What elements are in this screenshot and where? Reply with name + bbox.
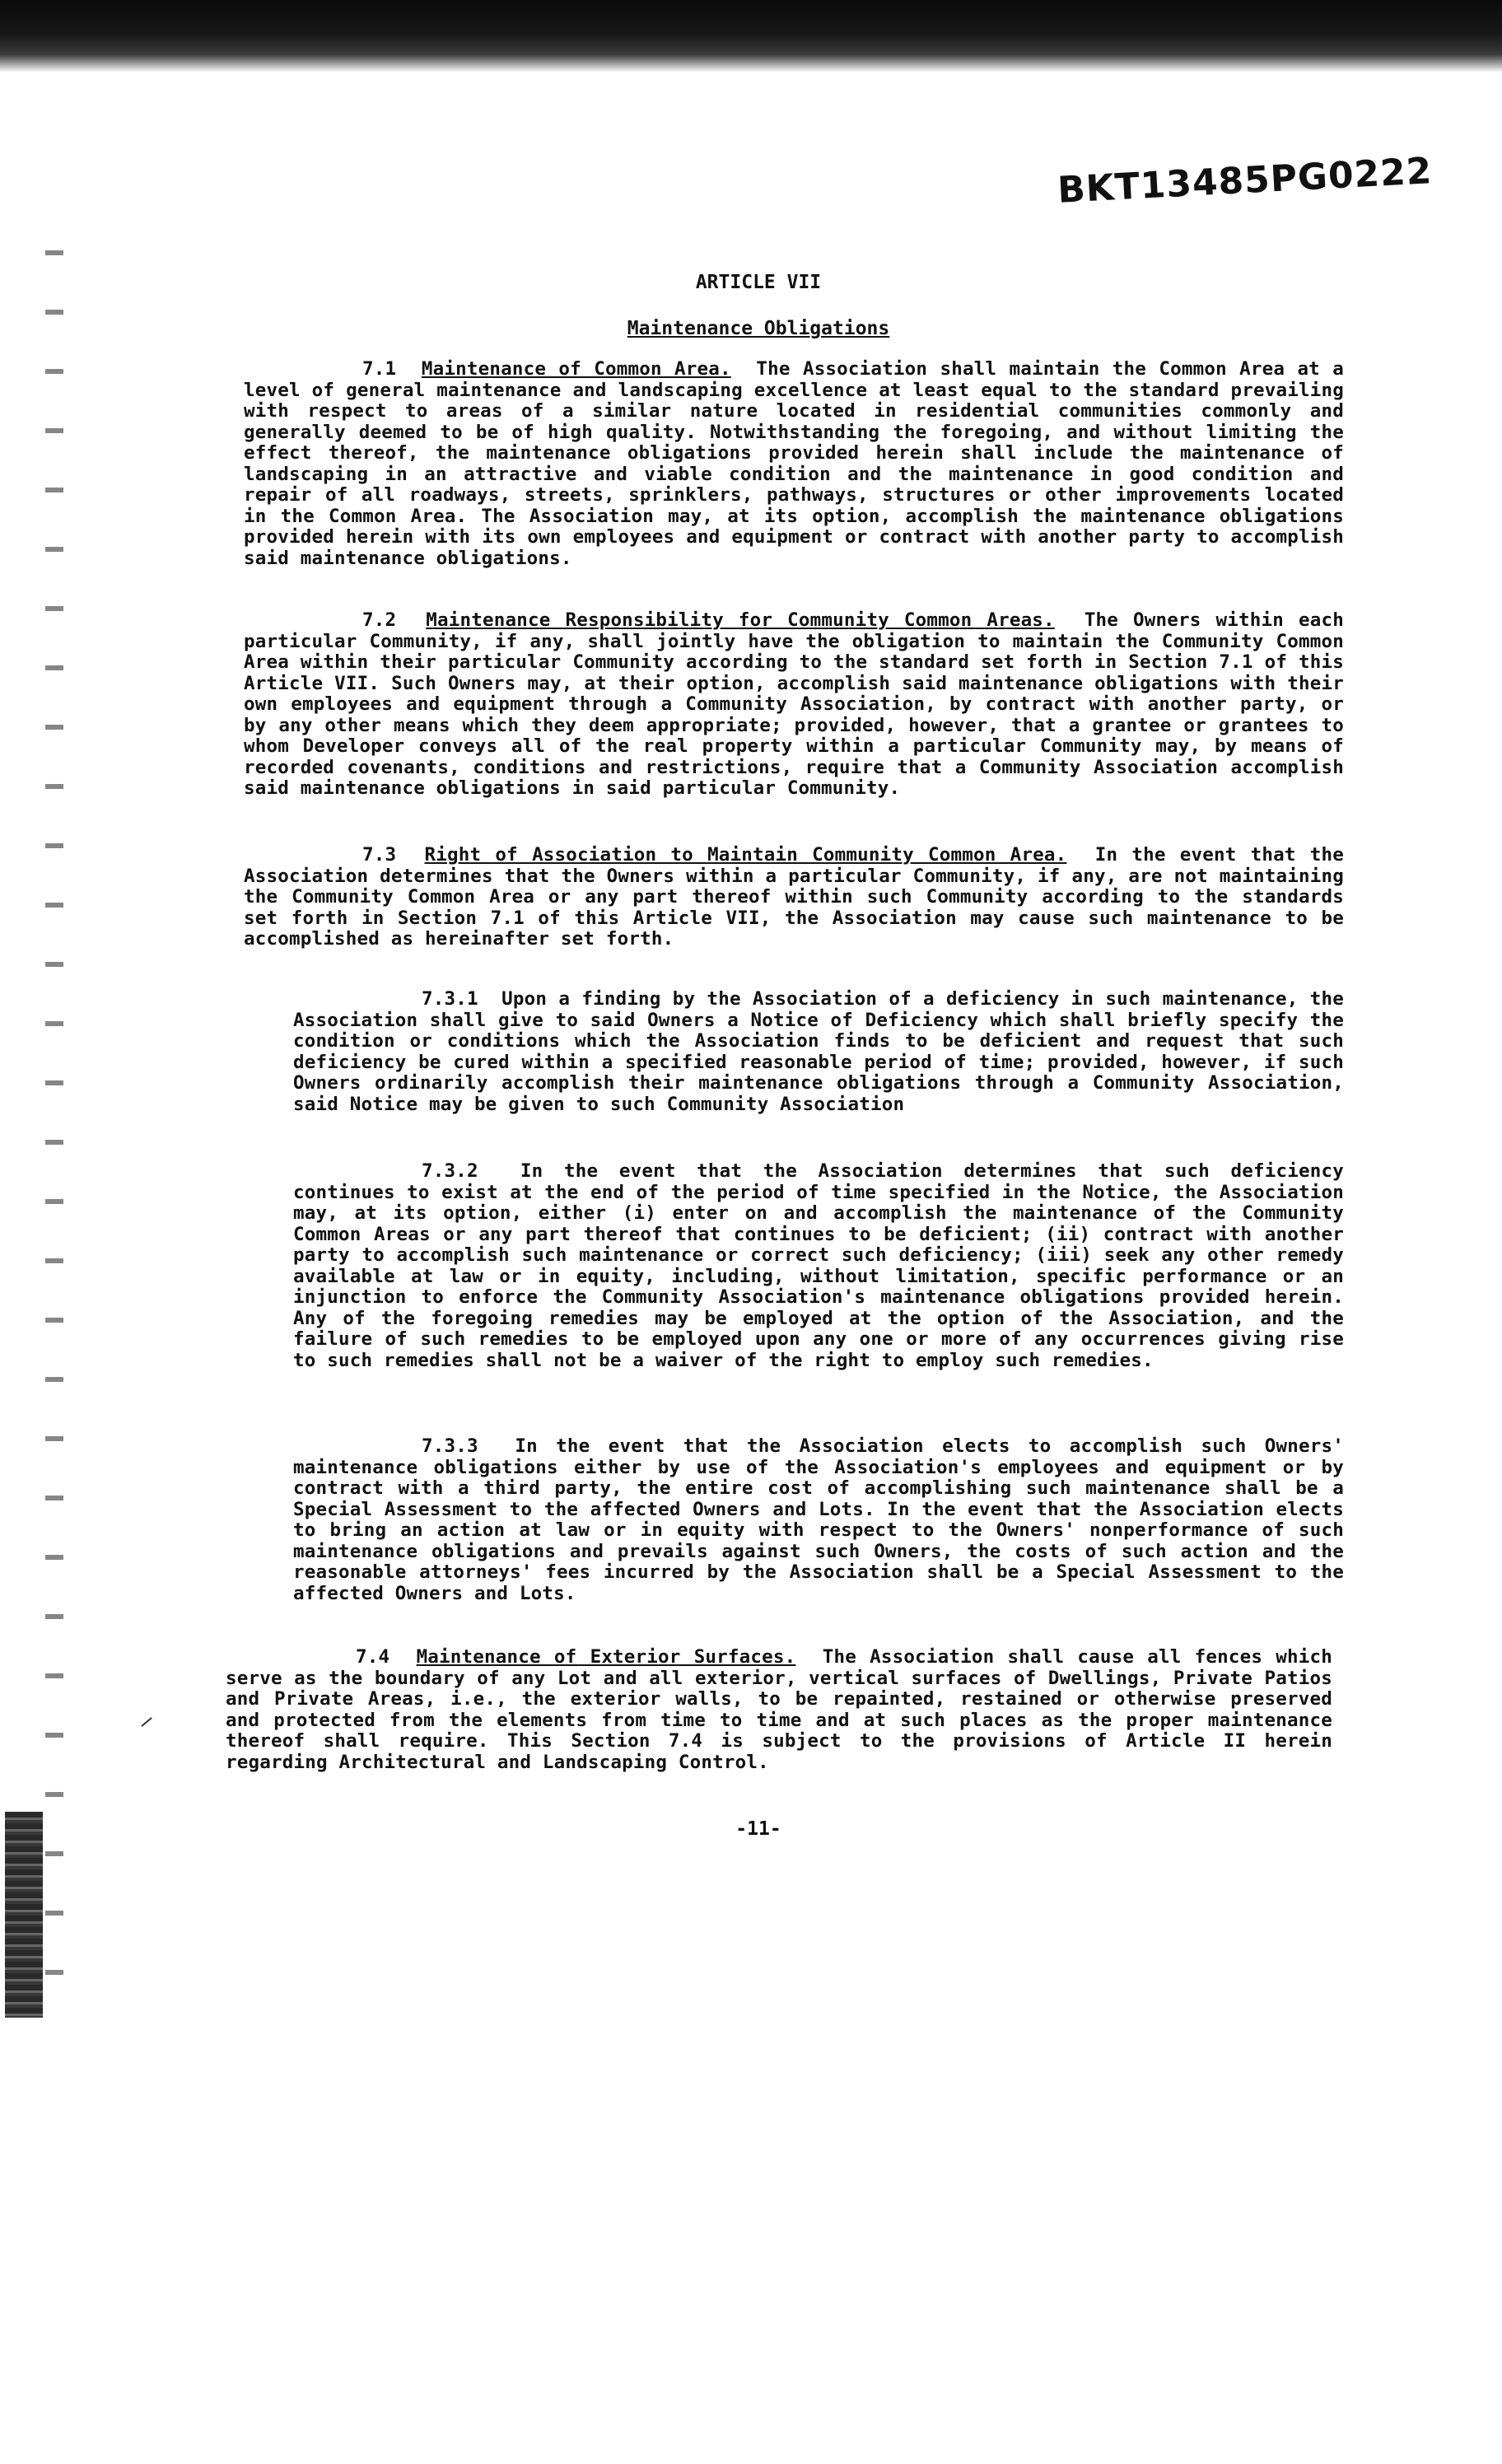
section-7-3-1 [293,989,1344,1115]
section-text: The Association shall maintain the Common Area at a level of general maintenance and landscaping excellence at least equal to the standard prevailing with respect to areas of a similar nature located in residential communities commonly and generally deemed to be of high quality. Notwithstanding the foregoing, and without limiting the effect thereof, the maintenance obligations provided herein shall include the maintenance of landscaping in an attractive and viable condition and the maintenance in good condition and repair of all roadways, streets, sprinklers, pathways, structures or other improvements located in the Common Area. The Association may, at its option, accomplish the maintenance obligations provided herein with its own employees and equipment or contract with another party to accomplish said maintenance obligations. [244,358,1344,569]
book-page-stamp: BKT13485PG0222 [1056,150,1434,212]
section-text: In the event that the Association determines that the Owners within a particular Community, if any, are not maintaining the Community Common Area or any part thereof within such Community according to the standards set forth in Section 7.1 of this Article VII, the Association may cause such maintenance to be accomplished as hereinafter set forth. [244,844,1344,950]
section-heading: Right of Association to Maintain Community Common Area. [424,844,1067,866]
section-number: 7.4 [356,1646,390,1668]
section-heading: Maintenance of Common Area. [421,358,731,380]
section-heading: Maintenance Responsibility for Community Common Areas. [426,609,1055,631]
section-heading: Maintenance of Exterior Surfaces. [416,1646,796,1668]
section-number: 7.3.2 [422,1160,478,1182]
scan-margin-blot [5,1812,43,2018]
section-number: 7.2 [362,609,397,631]
section-text: In the event that the Association elects to accomplish such Owners' maintenance obligations either by use of the Association's employees and equipment or by contract with a third party, the entire cost of accomplishing such maintenance shall be a Special Assessment to the affected Owners and Lots. In the event that the Association elects to bring an action at law or in equity with respect to the Owners' nonperformance of such maintenance obligations and prevails against such Owners, the costs of such action and the reasonable attorneys' fees incurred by the Association shall be a Special Assessment to the affected Owners and Lots. [293,1435,1344,1604]
section-7-3 [244,845,1344,950]
section-text: Upon a finding by the Association of a deficiency in such maintenance, the Association shall give to said Owners a Notice of Deficiency which shall briefly specify the condition or conditions which the Association finds to be deficient and request that such deficiency be cured within a specified reasonable period of time; provided, however, if such Owners ordinarily accomplish their maintenance obligations through a Community Association, said Notice may be given to such Community Association [293,988,1344,1115]
section-number: 7.3.3 [422,1435,478,1457]
section-number: 7.3.1 [422,988,478,1010]
article-title: ARTICLE VII [695,272,822,293]
scan-margin-marks [45,222,63,1993]
page-number: -11- [735,1818,781,1840]
article-subtitle-text: Maintenance Obligations [627,318,890,339]
section-7-3-3 [293,1436,1344,1604]
section-7-2 [244,610,1344,800]
section-7-3-2 [293,1161,1344,1371]
section-7-4 [226,1647,1332,1773]
section-7-1 [244,359,1344,569]
section-number: 7.1 [362,358,397,380]
section-text: The Owners within each particular Community, if any, shall jointly have the obligation to maintain the Community Common Area within their particular Community according to the standard set forth in Section 7.1 of this Article VII. Such Owners may, at their option, accomplish said maintenance obligations with their own employees and equipment through a Community Association, by contract with another party, or by any other means which they deem appropriate; provided, however, that a grantee or grantees to whom Developer conveys all of the real property within a particular Community may, by means of recorded covenants, conditions and restrictions, require that a Community Association accomplish said maintenance obligations in said particular Community. [244,609,1344,799]
scan-stray-mark [141,1717,152,1727]
article-subtitle [0,318,1502,339]
section-number: 7.3 [362,844,397,866]
section-text: The Association shall cause all fences which serve as the boundary of any Lot and all exterior, vertical surfaces of Dwellings, Private Patios and Private Areas, i.e., the exterior walls, to be repainted, restained or otherwise preserved and protected from the elements from time to time and at such places as the proper maintenance thereof shall require. This Section 7.4 is subject to the provisions of Article II herein regarding Architectural and Landscaping Control. [226,1646,1332,1773]
scan-top-border [0,0,1502,72]
section-text: In the event that the Association determines that such deficiency continues to exist at the end of the period of time specified in the Notice, the Association may, at its option, either (i) enter on and accomplish the maintenance of the Community Common Areas or any part thereof that continues to be deficient; (ii) contract with another party to accomplish such maintenance or correct such deficiency; (iii) seek any other remedy available at law or in equity, including, without limitation, specific performance or an injunction to enforce the Community Association's maintenance obligations provided herein. Any of the foregoing remedies may be employed at the option of the Association, and the failure of such remedies to be employed upon any one or more of any occurrences giving rise to such remedies shall not be a waiver of the right to employ such remedies. [293,1160,1345,1371]
